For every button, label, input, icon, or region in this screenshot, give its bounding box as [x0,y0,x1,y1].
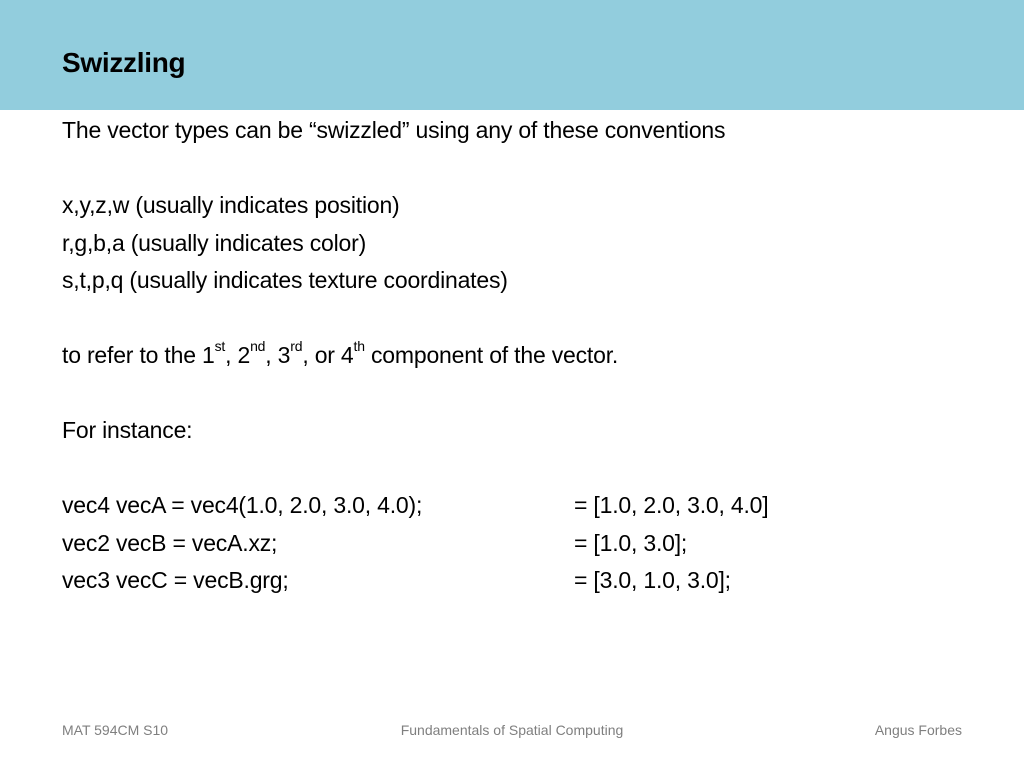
refer-line [62,337,982,375]
example-result: = [3.0, 1.0, 3.0]; [574,567,731,593]
convention-color: r,g,b,a (usually indicates color) [62,229,367,256]
example-code: vec2 vecB = vecA.xz; [62,529,278,556]
example-result: = [1.0, 3.0]; [574,529,688,556]
ordinal-rd: rd [290,338,303,355]
example-result: = [1.0, 2.0, 3.0, 4.0] [574,492,769,518]
example-code: vec4 vecA = vec4(1.0, 2.0, 3.0, 4.0); [62,492,423,518]
ordinal-st: st [214,338,226,355]
ordinal-th: th [353,338,365,355]
footer-course: MAT 594CM S10 [62,722,169,738]
convention-position: x,y,z,w (usually indicates position) [62,192,400,218]
for-instance-text: For instance: [62,417,193,443]
title-bar [0,0,1024,110]
footer-author: Angus Forbes [874,722,962,738]
intro-text: The vector types can be “swizzled” using any of these conventions [62,117,726,143]
slide-body [62,112,982,600]
spacer [62,375,982,413]
ordinal-nd: nd [250,338,266,355]
refer-part3: , 3 [265,342,291,368]
convention-texture: s,t,p,q (usually indicates texture coordinates) [62,267,508,293]
spacer [62,150,982,188]
refer-suffix: component of the vector. [364,342,619,368]
footer-course-title: Fundamentals of Spatial Computing [400,722,624,738]
example-row [62,525,982,563]
spacer [62,300,982,338]
example-row [62,487,982,525]
slide-footer [0,722,1024,744]
example-code: vec3 vecC = vecB.grg; [62,567,289,593]
refer-prefix: to refer to the 1 [62,342,215,368]
spacer [62,450,982,488]
refer-part4: , or 4 [302,342,354,368]
example-row [62,562,982,600]
refer-part2: , 2 [225,342,251,368]
slide-title: Swizzling [62,47,186,78]
